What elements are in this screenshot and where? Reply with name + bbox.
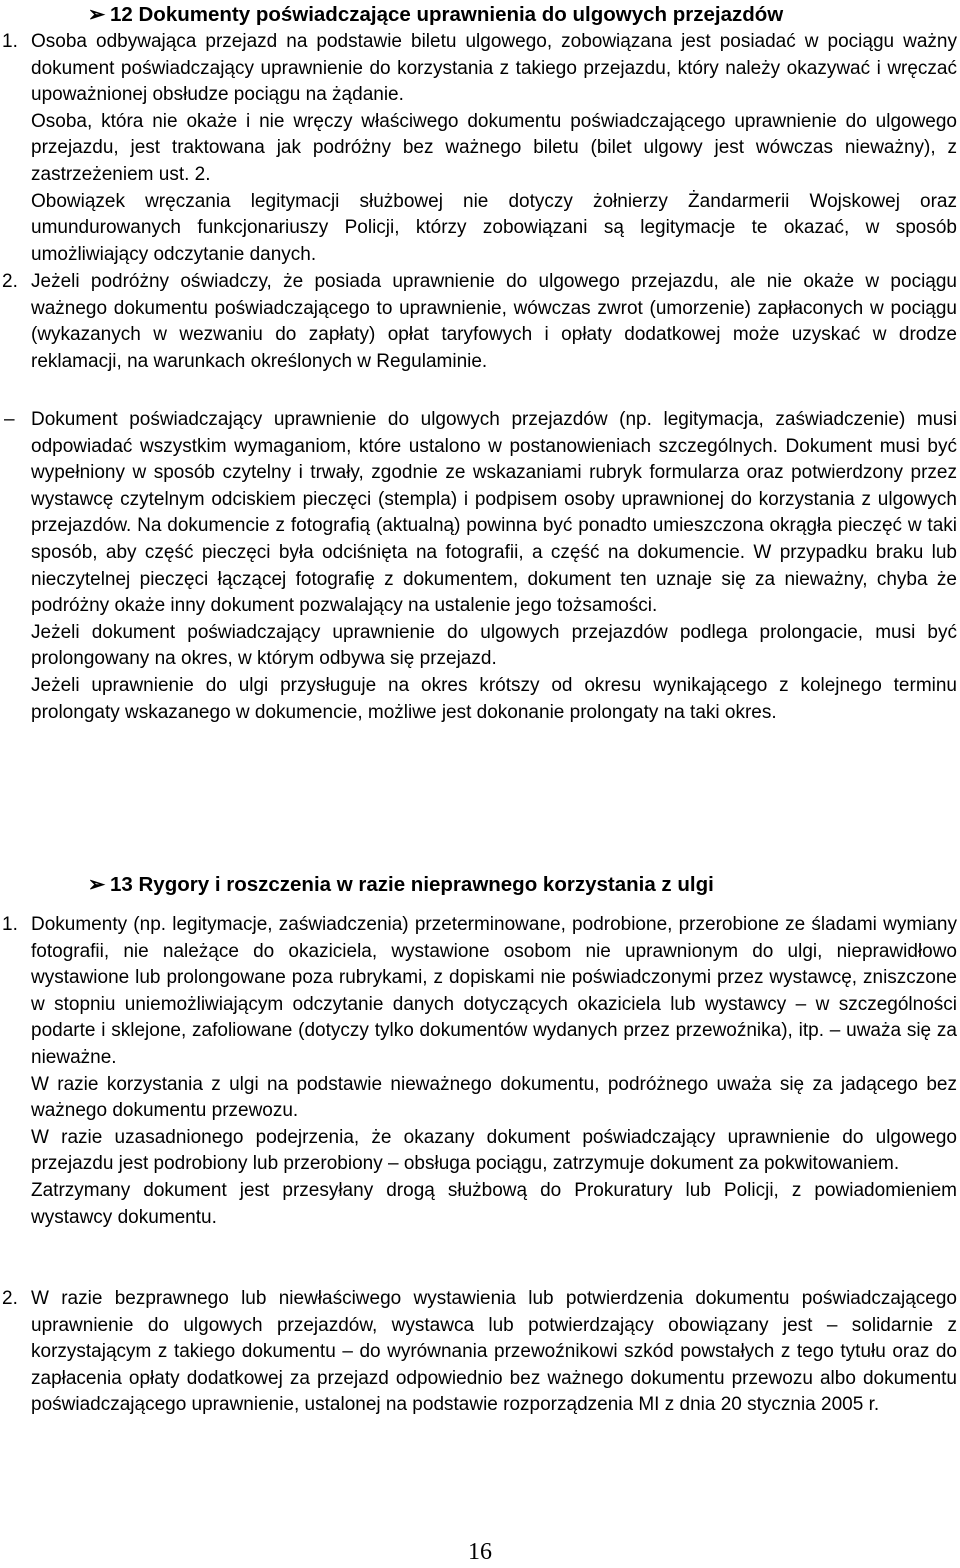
s13-item-1	[31, 912, 957, 1231]
s13-item-1-para-3: W razie uzasadnionego podejrzenia, że okazany dokument poświadczający uprawnienie do ulgowego przejazdu jest podrobiony lub przerobiony – obsługa pociągu, zatrzymuje dokument za pokwitowaniem.	[31, 1126, 957, 1175]
s13-item-1-para-2: W razie korzystania z ulgi na podstawie nieważnego dokumentu, podróżnego uważa się za jadącego bez ważnego dokumentu przewozu.	[31, 1073, 957, 1122]
arrow-bullet-icon: ➢	[88, 3, 106, 26]
arrow-bullet-icon: ➢	[88, 873, 106, 896]
section-12-title: 12 Dokumenty poświadczające uprawnienia do ulgowych przejazdów	[110, 3, 784, 26]
s13-item-2	[31, 1286, 957, 1419]
s12-item-1-para-1: Osoba odbywająca przejazd na podstawie biletu ulgowego, zobowiązana jest posiadać w pociągu ważny dokument poświadczający uprawnienie do korzystania z takiego przejazdu, który należy okazywać i wręczać upoważnionej obsłudze pociągu na żądanie.	[31, 31, 957, 106]
s12-item-1-para-3: Obowiązek wręczania legitymacji służbowej nie dotyczy żołnierzy Żandarmerii Wojskowej oraz umundurowanych funkcjonariuszy Policji, którzy zobowiązani są legitymacje te okazać, w sposób umożliwiający odczytanie danych.	[31, 190, 957, 265]
s13-item-2-para-1: W razie bezprawnego lub niewłaściwego wystawienia lub potwierdzenia dokumentu poświadczającego uprawnienie do ulgowych przejazdów, wystawca lub potwierdzający obowiązany jest – solidarnie z korzystającym z takiego dokumentu – do wyrównania przewoźnikowi szkód powstałych z tego tytułu oraz do zapłacenia opłaty dodatkowej za przejazd odpowiednio bez ważnego dokumentu przewozu albo dokumentu poświadczającego uprawnienie, ustalonej na podstawie rozporządzenia MI z dnia 20 stycznia 2005 r.	[31, 1288, 957, 1416]
s12-item-1-para-2: Osoba, która nie okaże i nie wręczy właściwego dokumentu poświadczającego uprawnienie do ulgowego przejazdu, jest traktowana jak podróżny bez ważnego biletu (bilet ulgowy jest wówczas nieważny), z zastrzeżeniem ust. 2.	[31, 110, 957, 185]
s12-dash-para-3: Jeżeli uprawnienie do ulgi przysługuje na okres krótszy od okresu wynikającego z kolejnego terminu prolongaty wskazanego w dokumencie, możliwe jest dokonanie prolongaty na taki okres.	[31, 674, 957, 723]
s13-item-1-para-4: Zatrzymany dokument jest przesyłany drogą służbową do Prokuratury lub Policji, z powiadomieniem wystawcy dokumentu.	[31, 1179, 957, 1228]
s13-item-1-para-1: Dokumenty (np. legitymacje, zaświadczenia) przeterminowane, podrobione, przerobione ze śladami wymiany fotografii, nie należące do okaziciela, wystawione osobom nie uprawnionym do ulgi, nieprawidłowo wystawione lub prolongowane poza rubrykami, z dopiskami nie poświadczonymi przez wystawcę, zniszczone w stopniu uniemożliwiającym odczytanie danych dotyczących okaziciela lub wystawcy – w szczególności podarte i sklejone, zafoliowane (dotyczy tylko dokumentów wydanych przez przewoźnika), itp. – uważa się za nieważne.	[31, 914, 957, 1068]
section-12-heading	[88, 2, 783, 28]
s12-dash-item	[31, 407, 957, 726]
s12-dash-para-1: Dokument poświadczający uprawnienie do ulgowych przejazdów (np. legitymacja, zaświadczenie) musi odpowiadać wszystkim wymaganiom, które ustalono w postanowieniach szczególnych. Dokument musi być wypełniony w sposób czytelny i trwały, zgodnie ze wskazaniami rubryk formularza oraz potwierdzony przez wystawcę czytelnym odciskiem pieczęci (stempla) i podpisem osoby uprawnionej do korzystania z ulgowych przejazdów. Na dokumencie z fotografią (aktualną) powinna być ponadto umieszczona okrągła pieczęć w taki sposób, aby część pieczęci była odciśnięta na fotografii, a część na dokumencie. W przypadku braku lub nieczytelnej pieczęci łączącej fotografię z dokumentem, dokument ten uznaje się za nieważny, chyba że podróżny okaże inny dokument pozwalający na ustalenie jego tożsamości.	[31, 409, 957, 617]
s13-item-2-number: 2.	[2, 1288, 18, 1309]
section-13-heading	[88, 872, 714, 898]
s12-item-1-number: 1.	[2, 31, 18, 52]
dash-bullet-icon: –	[4, 409, 15, 430]
page-number: 16	[468, 1539, 492, 1565]
s12-item-2-para-1: Jeżeli podróżny oświadczy, że posiada uprawnienie do ulgowego przejazdu, ale nie okaże w pociągu ważnego dokumentu poświadczającego to uprawnienie, wówczas zwrot (umorzenie) zapłaconych w pociągu (wykazanych w wezwaniu do zapłaty) opłat taryfowych i opłaty dodatkowej może uzyskać w drodze reklamacji, na warunkach określonych w Regulaminie.	[31, 271, 957, 372]
s13-item-1-number: 1.	[2, 914, 18, 935]
s12-item-2-number: 2.	[2, 271, 18, 292]
section-13-title: 13 Rygory i roszczenia w razie nieprawnego korzystania z ulgi	[110, 873, 714, 896]
s12-item-1	[31, 29, 957, 268]
s12-dash-para-2: Jeżeli dokument poświadczający uprawnienie do ulgowych przejazdów podlega prolongacie, musi być prolongowany na okres, w którym odbywa się przejazd.	[31, 621, 957, 670]
s12-item-2	[31, 269, 957, 375]
